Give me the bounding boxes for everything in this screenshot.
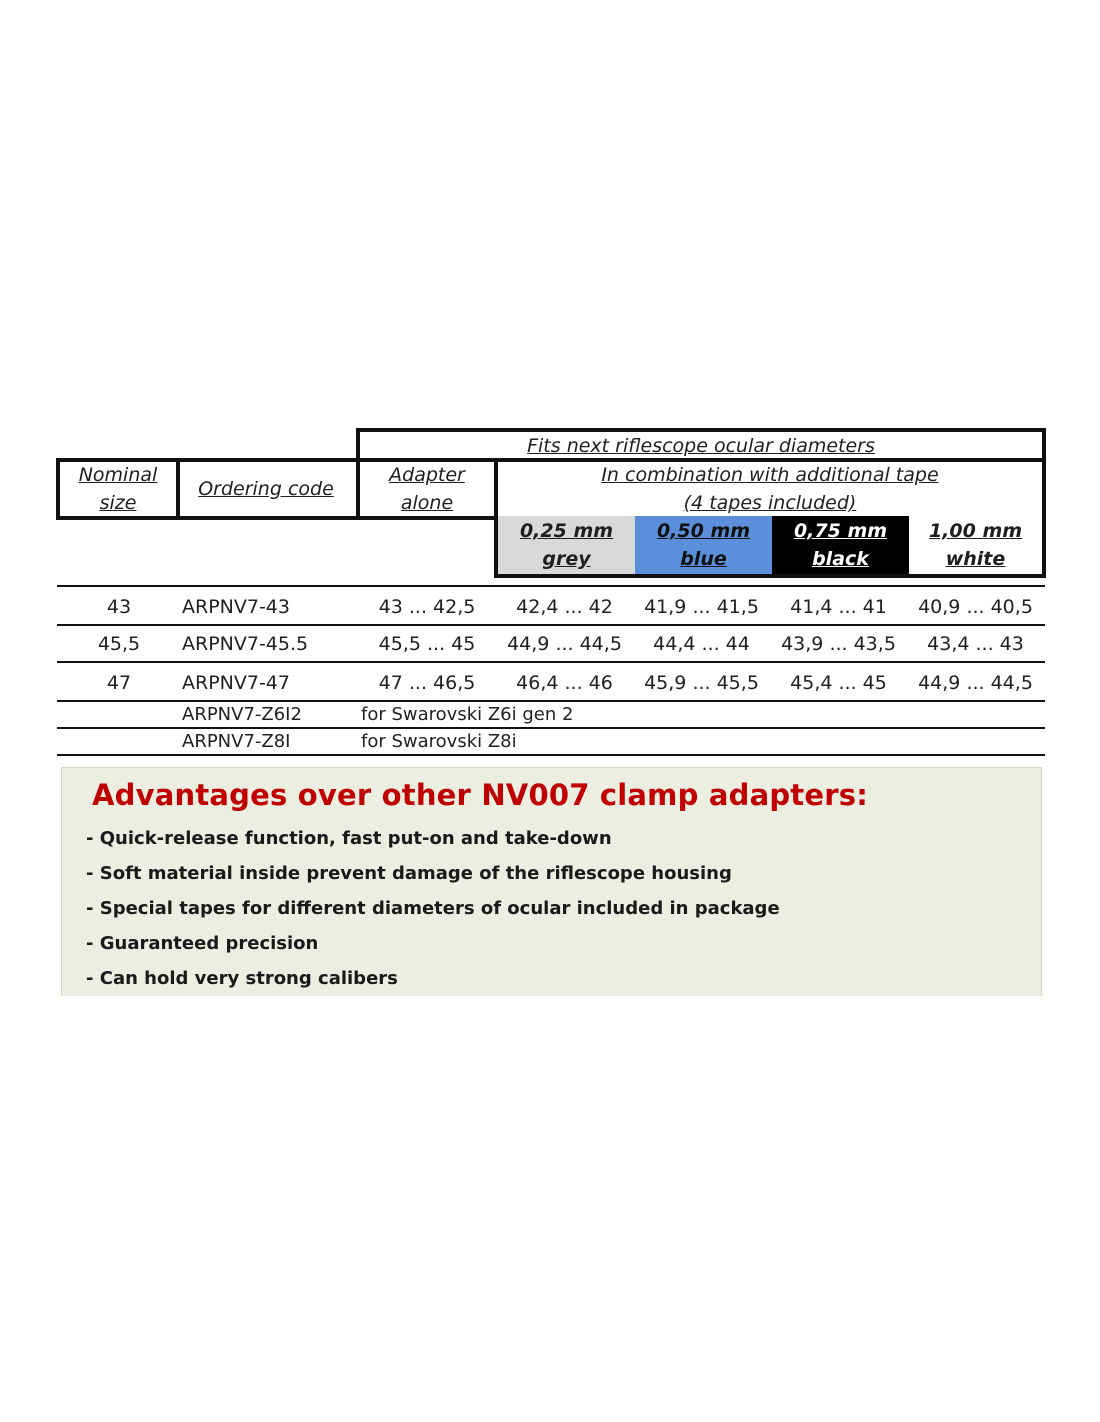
tape-blue	[635, 516, 772, 574]
cell-tape-blue: 45,9 ... 45,5	[644, 672, 759, 694]
header-tape-combination	[494, 458, 1046, 520]
cell-alone: 47 ... 46,5	[378, 672, 476, 694]
cell-tape-grey: 42,4 ... 42	[516, 596, 613, 618]
row-divider	[57, 585, 1045, 587]
cell-tape-white: 44,9 ... 44,5	[918, 672, 1033, 694]
cell-code: ARPNV7-Z6I2	[182, 704, 302, 725]
cell-tape-blue: 44,4 ... 44	[653, 633, 750, 655]
advantages-title: Advantages over other NV007 clamp adapters:	[92, 778, 868, 812]
group-header-text: Fits next riflescope ocular diameters	[527, 435, 875, 457]
tape-grey	[498, 516, 635, 574]
advantage-item: - Guaranteed precision	[86, 933, 319, 954]
row-divider	[57, 727, 1045, 729]
cell-code: ARPNV7-43	[182, 596, 290, 618]
header-ordering-code	[176, 458, 360, 520]
header-nominal-size	[56, 458, 180, 520]
tape-white-name: white	[945, 548, 1006, 570]
tape-blue-name: blue	[680, 548, 727, 570]
tape-black-size: 0,75 mm	[793, 520, 888, 542]
cell-code: ARPNV7-45.5	[182, 633, 309, 655]
header-nominal-line2: size	[99, 492, 137, 514]
tape-grey-name: grey	[542, 548, 591, 570]
cell-tape-grey: 44,9 ... 44,5	[507, 633, 622, 655]
cell-nominal: 47	[106, 672, 132, 694]
advantage-item: - Quick-release function, fast put-on and take-down	[86, 828, 612, 849]
cell-alone: 45,5 ... 45	[378, 633, 476, 655]
tape-white-size: 1,00 mm	[928, 520, 1023, 542]
cell-nominal: 45,5	[97, 633, 141, 655]
cell-tape-black: 41,4 ... 41	[790, 596, 887, 618]
cell-tape-grey: 46,4 ... 46	[516, 672, 613, 694]
cell-tape-white: 43,4 ... 43	[927, 633, 1024, 655]
cell-tape-black: 45,4 ... 45	[790, 672, 887, 694]
cell-note: for Swarovski Z6i gen 2	[361, 704, 574, 725]
header-adapter-line1: Adapter	[389, 464, 465, 486]
header-adapter-line2: alone	[400, 492, 454, 514]
group-header	[356, 428, 1046, 460]
row-divider	[57, 624, 1045, 626]
tape-blue-size: 0,50 mm	[656, 520, 751, 542]
cell-tape-blue: 41,9 ... 41,5	[644, 596, 759, 618]
tape-grey-size: 0,25 mm	[519, 520, 614, 542]
header-tape-line1: In combination with additional tape	[601, 464, 939, 486]
tape-black	[772, 516, 909, 574]
cell-code: ARPNV7-47	[182, 672, 290, 694]
advantages-panel	[61, 767, 1042, 996]
row-divider	[57, 700, 1045, 702]
cell-code: ARPNV7-Z8I	[182, 731, 291, 752]
cell-nominal: 43	[106, 596, 132, 618]
cell-tape-black: 43,9 ... 43,5	[781, 633, 896, 655]
advantage-item: - Special tapes for different diameters of ocular included in package	[86, 898, 780, 919]
header-tape-line2: (4 tapes included)	[683, 492, 857, 514]
header-adapter-alone	[356, 458, 498, 520]
cell-tape-white: 40,9 ... 40,5	[918, 596, 1033, 618]
row-divider	[57, 754, 1045, 756]
tape-white	[909, 516, 1042, 574]
tape-black-name: black	[812, 548, 869, 570]
advantage-item: - Can hold very strong calibers	[86, 968, 398, 989]
tape-subheader-row	[494, 516, 1046, 578]
cell-note: for Swarovski Z8i	[361, 731, 517, 752]
row-divider	[57, 661, 1045, 663]
header-nominal-line1: Nominal	[78, 464, 158, 486]
header-ordering-text: Ordering code	[198, 478, 334, 500]
advantage-item: - Soft material inside prevent damage of the riflescope housing	[86, 863, 732, 884]
cell-alone: 43 ... 42,5	[378, 596, 476, 618]
